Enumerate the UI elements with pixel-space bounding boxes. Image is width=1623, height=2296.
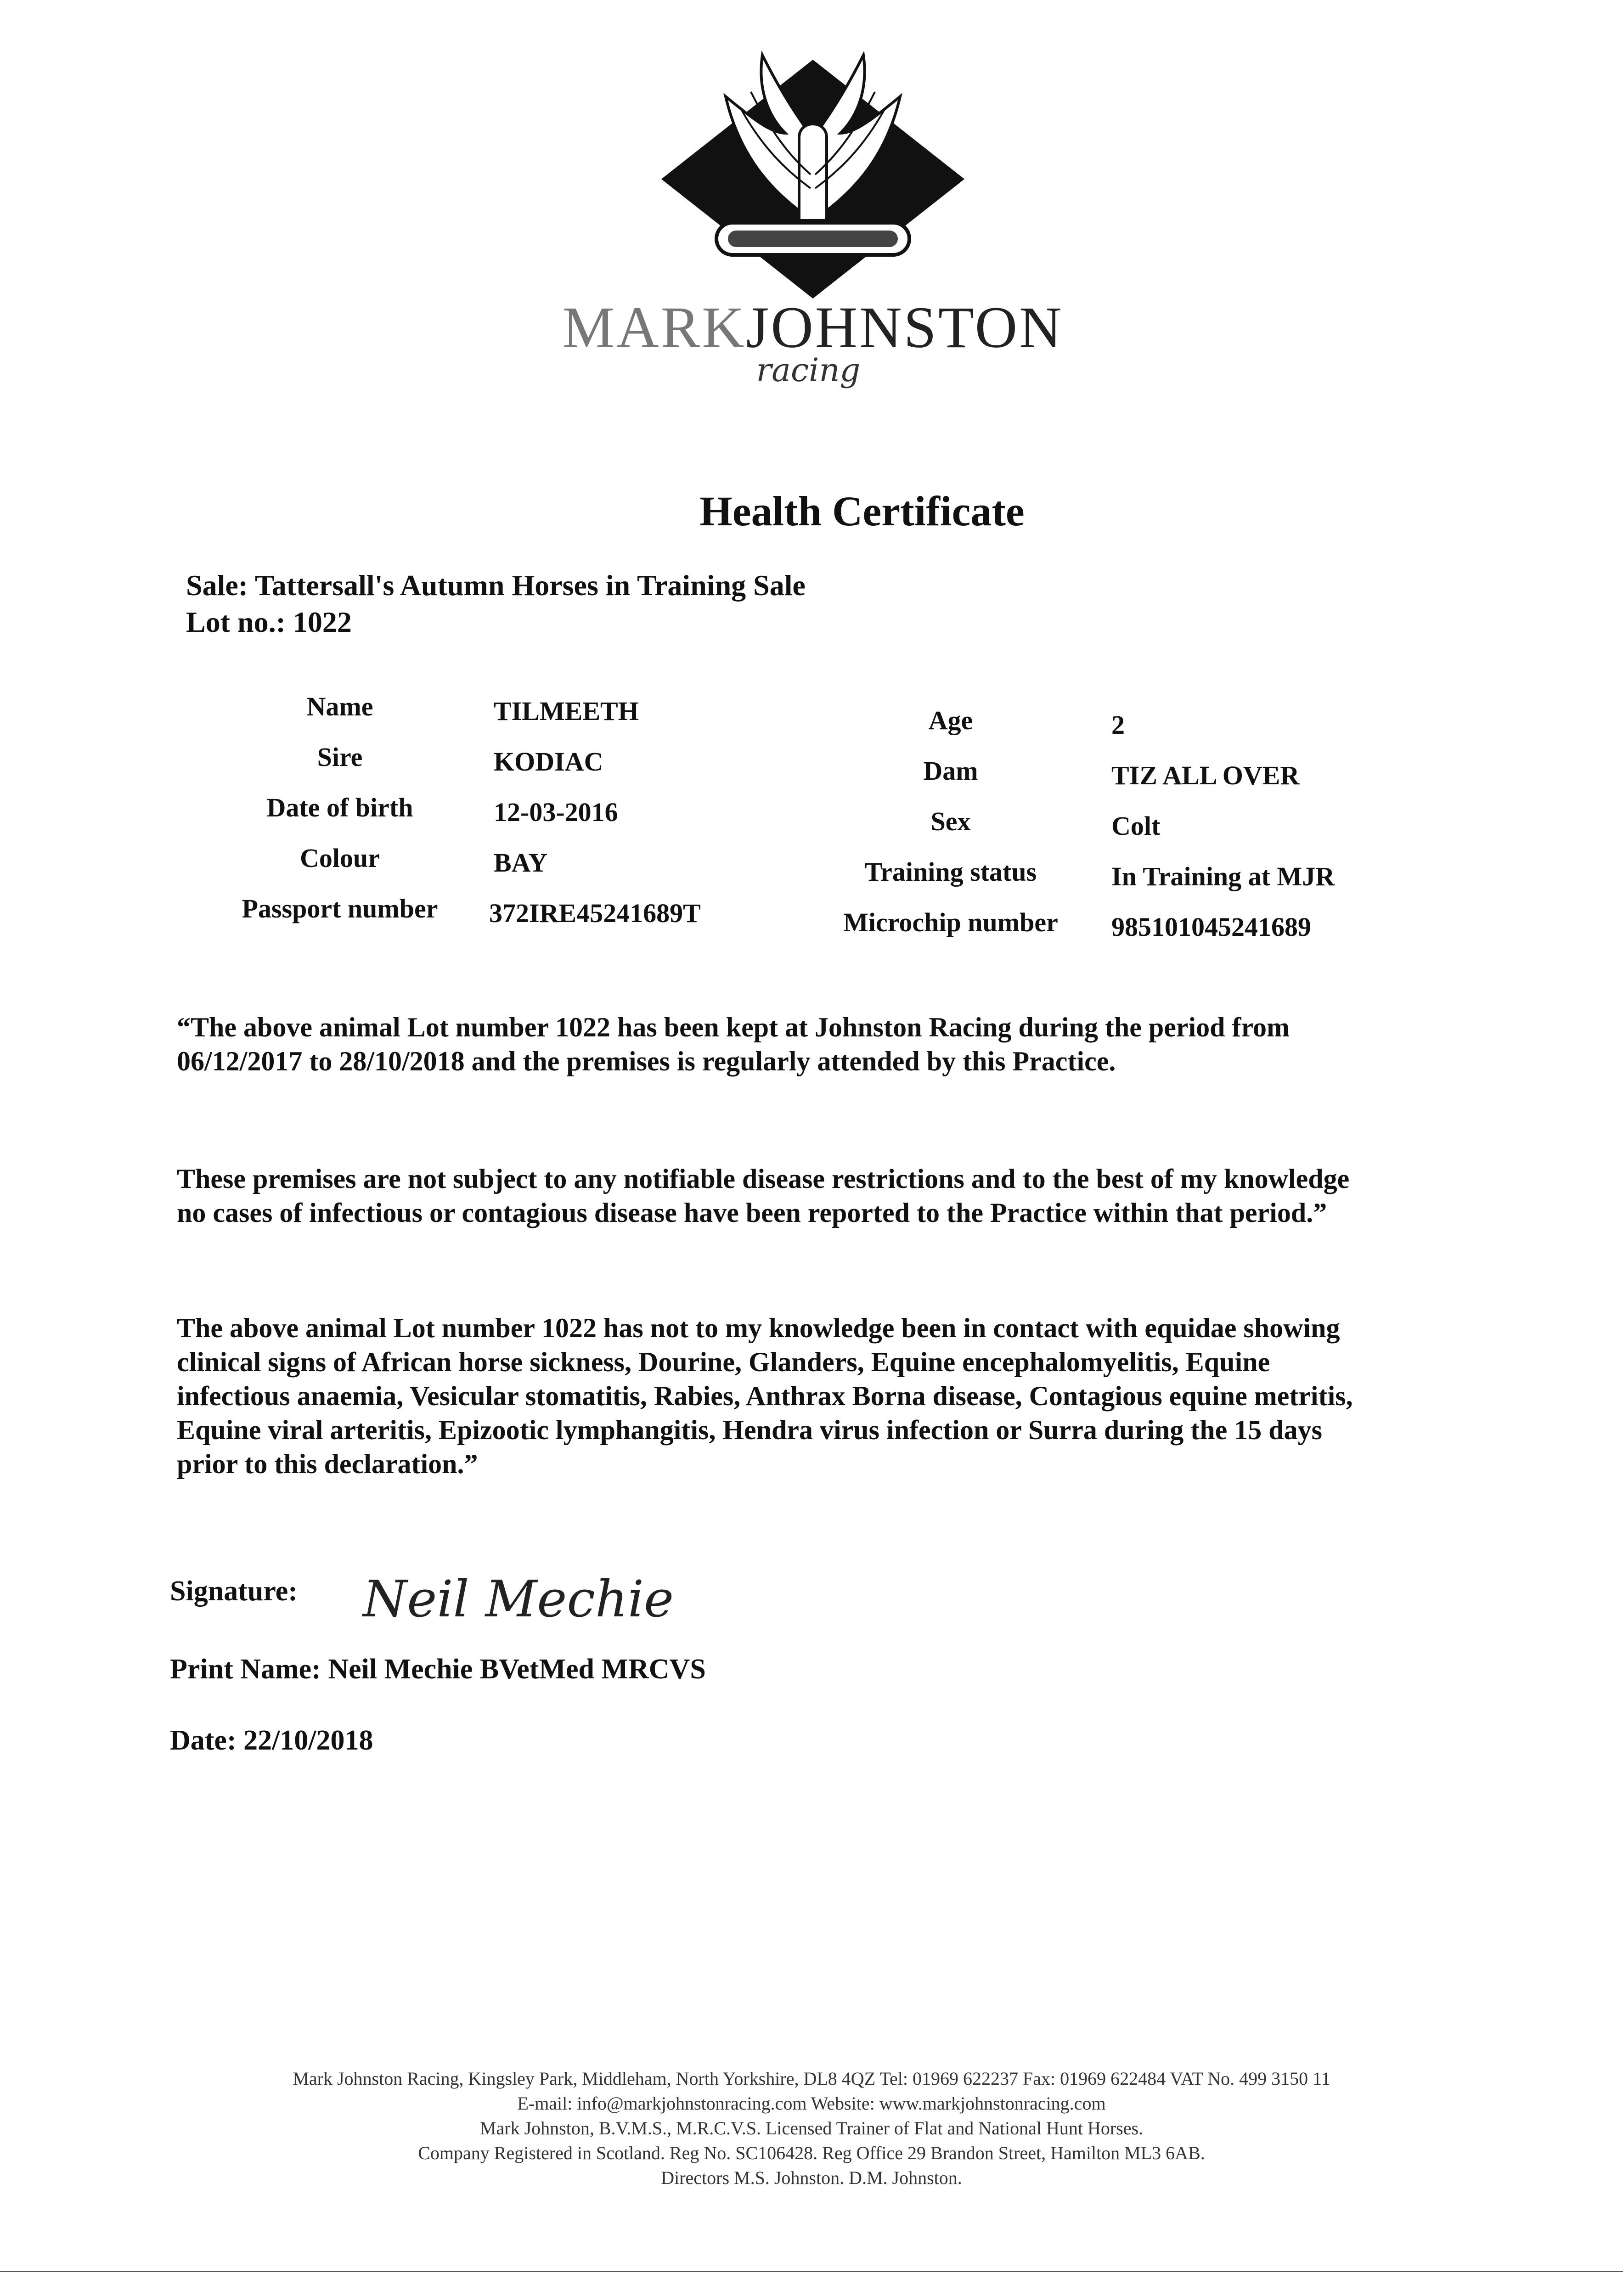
paragraph-premises: These premises are not subject to any notifiable disease restrictions and to the best of my knowledge no cases of infectious or contagious disease have been reported to the Practice within that period.” — [177, 1164, 1350, 1228]
label-microchip-number: Microchip number — [843, 907, 1058, 937]
value-colour: BAY — [494, 848, 548, 878]
label-date-of-birth: Date of birth — [266, 793, 413, 822]
label-passport-number: Passport number — [242, 894, 438, 923]
brand-name-dark: JOHNSTON — [746, 295, 1064, 360]
page-title: Health Certificate — [699, 488, 1025, 535]
label-sire: Sire — [317, 742, 363, 772]
brand-script — [726, 349, 891, 413]
sale-line: Sale: Tattersall's Autumn Horses in Training Sale — [186, 569, 806, 602]
brand-name-light: MARK — [562, 295, 746, 360]
footer-licence: Mark Johnston, B.V.M.S., M.R.C.V.S. Licensed Trainer of Flat and National Hunt Horses. — [479, 2118, 1144, 2138]
paragraph-contact-declaration: The above animal Lot number 1022 has not to my knowledge been in contact with equidae showing clinical signs of African horse sickness, Dourine, Glanders, Equine encephalomyelitis, Equine infectious anaemia, Vesicular stomatitis, Rabies, Anthrax Borna disease, Contagious equine metritis, Equine viral arteritis, Epizootic lymphangitis, Hendra virus infection or Surra during the 15 days prior to this declaration.” — [177, 1313, 1353, 1479]
value-sire: KODIAC — [494, 747, 603, 777]
lot-number: Lot no.: 1022 — [186, 606, 352, 638]
value-training-status: In Training at MJR — [1111, 861, 1335, 891]
signature-handwriting: Neil Mechie — [363, 1570, 674, 1628]
footer-directors: Directors M.S. Johnston. D.M. Johnston. — [661, 2167, 962, 2188]
bottom-rule — [0, 2271, 1623, 2272]
value-passport-number: 372IRE45241689T — [489, 898, 701, 928]
value-name: TILMEETH — [494, 696, 639, 726]
value-date-of-birth: 12-03-2016 — [494, 797, 618, 827]
signature-image — [354, 1552, 674, 1644]
footer-contact: E-mail: info@markjohnstonracing.com Website: www.markjohnstonracing.com — [517, 2093, 1106, 2114]
signature-label: Signature: — [170, 1576, 298, 1607]
value-dam: TIZ ALL OVER — [1111, 760, 1300, 790]
label-sex: Sex — [930, 806, 971, 836]
footer-address: Mark Johnston Racing, Kingsley Park, Middleham, North Yorkshire, DL8 4QZ Tel: 01969 622237 Fax: 01969 622484 VAT No. 499 3150 11 — [293, 2068, 1330, 2089]
footer — [69, 2066, 1554, 2190]
mark-johnston-logo — [634, 41, 992, 298]
label-training-status: Training status — [864, 857, 1037, 887]
label-dam: Dam — [923, 756, 978, 786]
value-age: 2 — [1111, 710, 1125, 740]
paragraph-kept-at: “The above animal Lot number 1022 has been kept at Johnston Racing during the period from 06/12/2017 to 28/10/2018 and the premises is regularly attended by this Practice. — [177, 1012, 1290, 1076]
sale-info — [186, 567, 806, 641]
label-age: Age — [928, 705, 973, 735]
value-microchip-number: 985101045241689 — [1111, 912, 1311, 942]
value-sex: Colt — [1111, 811, 1161, 841]
label-name: Name — [306, 692, 373, 721]
certificate-date: Date: 22/10/2018 — [170, 1725, 373, 1756]
brand-script-text: racing — [756, 351, 861, 389]
label-colour: Colour — [300, 843, 380, 873]
print-name: Print Name: Neil Mechie BVetMed MRCVS — [170, 1654, 706, 1685]
footer-registration: Company Registered in Scotland. Reg No. SC106428. Reg Office 29 Brandon Street, Hamilton ML3 6AB. — [418, 2143, 1205, 2163]
